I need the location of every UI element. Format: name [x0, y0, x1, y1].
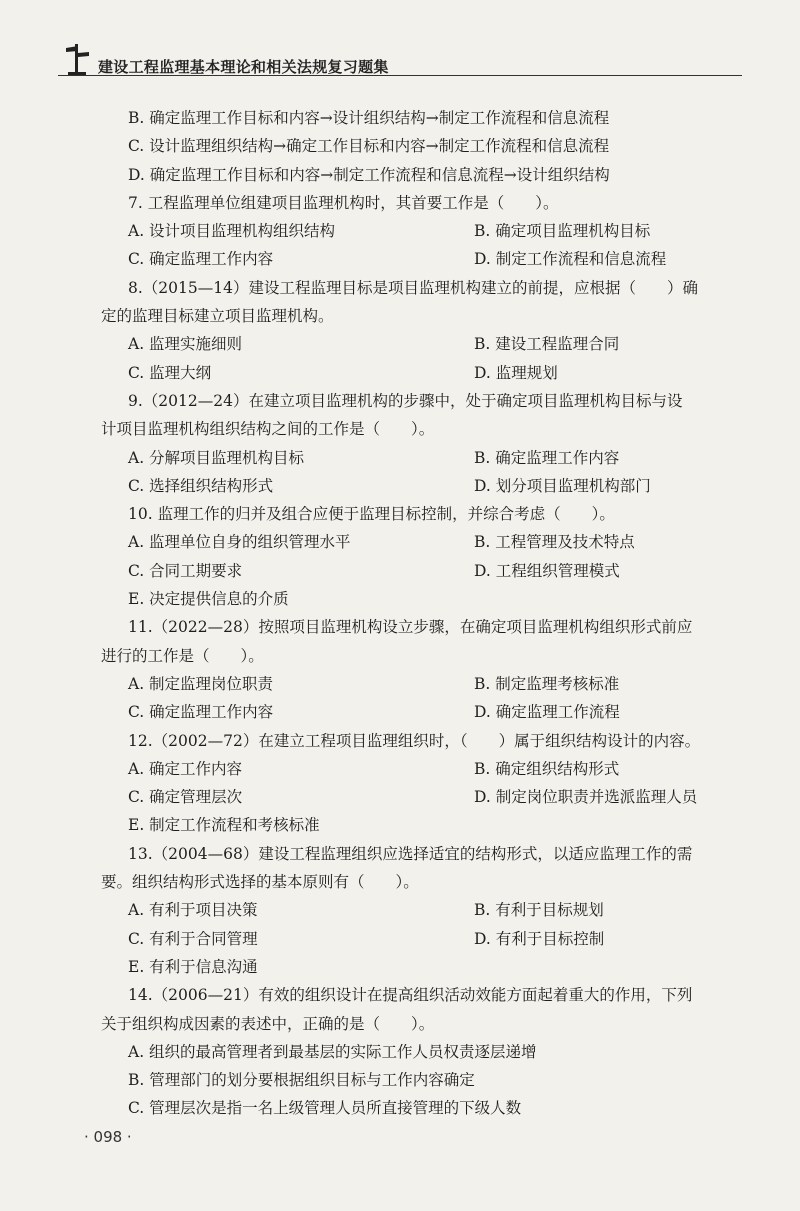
answer-option: C. 管理层次是指一名上级管理人员所直接管理的下级人数	[128, 1099, 522, 1118]
signpost-logo-icon	[62, 40, 92, 76]
question-stem-continued: 进行的工作是（ ）。	[101, 646, 264, 665]
answer-option: B. 确定项目监理机构目标	[474, 222, 651, 241]
answer-option: C. 确定监理工作内容	[128, 703, 274, 722]
question-stem: 7. 工程监理单位组建项目监理机构时，其首要工作是（ ）。	[128, 193, 559, 212]
answer-option-row	[128, 472, 720, 500]
question-content	[101, 104, 720, 1123]
question-stem-continued: 定的监理目标建立项目监理机构。	[101, 307, 334, 326]
answer-option-row	[128, 359, 720, 387]
answer-option-row	[128, 783, 720, 811]
question-stem: 10. 监理工作的归并及组合应便于监理目标控制，并综合考虑（ ）。	[128, 505, 615, 524]
answer-option: E. 有利于信息沟通	[128, 957, 258, 976]
question-stem: 8.（2015—14）建设工程监理目标是项目监理机构建立的前提，应根据（ ）确	[128, 278, 698, 297]
answer-option: C. 确定监理工作内容	[128, 250, 274, 269]
running-header	[58, 40, 742, 80]
book-title: 建设工程监理基本理论和相关法规复习题集	[98, 58, 389, 76]
answer-option: A. 监理实施细则	[128, 335, 243, 354]
answer-option: A. 分解项目监理机构目标	[128, 448, 305, 467]
answer-option-row	[128, 245, 720, 273]
answer-option: C. 有利于合同管理	[128, 929, 258, 948]
answer-option: A. 设计项目监理机构组织结构	[128, 222, 336, 241]
answer-option: B. 有利于目标规划	[474, 901, 604, 920]
answer-option: C. 合同工期要求	[128, 561, 243, 580]
answer-option: B. 工程管理及技术特点	[474, 533, 635, 552]
answer-option-row	[128, 528, 720, 556]
answer-option-row	[128, 330, 720, 358]
answer-option: A. 监理单位自身的组织管理水平	[128, 533, 351, 552]
answer-option: A. 制定监理岗位职责	[128, 674, 274, 693]
answer-option: C. 确定管理层次	[128, 788, 243, 807]
answer-option: D. 监理规划	[474, 363, 558, 382]
question-stem-continued: 关于组织构成因素的表述中，正确的是（ ）。	[101, 1014, 435, 1033]
question-stem: 9.（2012—24）在建立项目监理机构的步骤中，处于确定项目监理机构目标与设	[128, 391, 683, 410]
answer-option: B. 确定组织结构形式	[474, 759, 620, 778]
answer-option-row	[128, 896, 720, 924]
answer-option: D. 制定岗位职责并选派监理人员	[474, 788, 698, 807]
answer-option: C. 监理大纲	[128, 363, 212, 382]
answer-option: A. 组织的最高管理者到最基层的实际工作人员权责逐层递增	[128, 1042, 537, 1061]
answer-option-row	[128, 444, 720, 472]
question-stem-continued: 计项目监理机构组织结构之间的工作是（ ）。	[101, 420, 435, 439]
answer-option: B. 建设工程监理合同	[474, 335, 620, 354]
question-stem: 12.（2002—72）在建立工程项目监理组织时，（ ）属于组织结构设计的内容。	[128, 731, 701, 750]
header-rule	[58, 75, 742, 76]
question-stem-continued: 要。组织结构形式选择的基本原则有（ ）。	[101, 873, 419, 892]
answer-option: A. 有利于项目决策	[128, 901, 258, 920]
answer-option-row	[128, 755, 720, 783]
answer-option: D. 工程组织管理模式	[474, 561, 620, 580]
answer-option: B. 确定监理工作内容	[474, 448, 620, 467]
answer-option-row	[128, 217, 720, 245]
answer-option: D. 划分项目监理机构部门	[474, 476, 651, 495]
answer-option: D. 制定工作流程和信息流程	[474, 250, 667, 269]
question-stem: 11.（2022—28）按照项目监理机构设立步骤，在确定项目监理机构组织形式前应	[128, 618, 693, 637]
question-stem: 14.（2006—21）有效的组织设计在提高组织活动效能方面起着重大的作用，下列	[128, 986, 693, 1005]
answer-option: C. 选择组织结构形式	[128, 476, 274, 495]
answer-option: D. 确定监理工作流程	[474, 703, 620, 722]
answer-option: E. 制定工作流程和考核标准	[128, 816, 320, 835]
question-stem: 13.（2004—68）建设工程监理组织应选择适宜的结构形式，以适应监理工作的需	[128, 844, 693, 863]
page-number: · 098 ·	[84, 1128, 132, 1146]
answer-option: B. 管理部门的划分要根据组织目标与工作内容确定	[128, 1071, 475, 1090]
answer-option: C. 设计监理组织结构→确定工作目标和内容→制定工作流程和信息流程	[128, 137, 610, 156]
answer-option-row	[128, 670, 720, 698]
answer-option: E. 决定提供信息的介质	[128, 590, 289, 609]
answer-option: D. 有利于目标控制	[474, 929, 605, 948]
answer-option-row	[128, 925, 720, 953]
answer-option: B. 确定监理工作目标和内容→设计组织结构→制定工作流程和信息流程	[128, 109, 610, 127]
answer-option: B. 制定监理考核标准	[474, 674, 620, 693]
answer-option-row	[128, 698, 720, 726]
answer-option-row	[128, 557, 720, 585]
answer-option: D. 确定监理工作目标和内容→制定工作流程和信息流程→设计组织结构	[128, 165, 610, 184]
answer-option: A. 确定工作内容	[128, 759, 243, 778]
